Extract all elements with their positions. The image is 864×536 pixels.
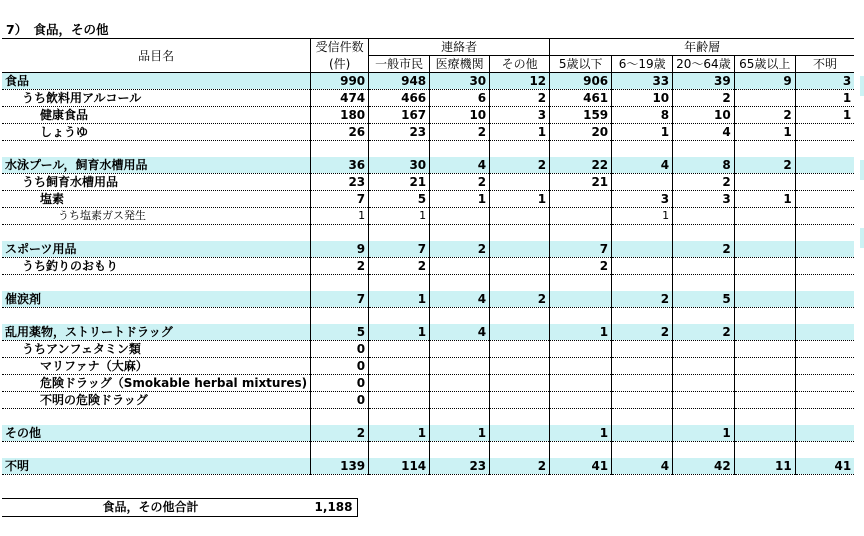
row-value: 0 [311,341,369,358]
row-value: 10 [430,107,490,124]
row-value: 22 [550,157,612,174]
table-row [2,308,854,325]
row-value: 2 [673,174,735,191]
header-age-unknown: 不明 [795,56,854,73]
header-other-reporter: その他 [490,56,550,73]
row-label: うち飼育水槽用品 [2,174,311,191]
row-label: 催涙剤 [2,291,311,308]
row-value [734,375,795,392]
table-row [2,107,854,124]
row-value: 6 [430,90,490,107]
row-value: 20 [550,124,612,141]
table-row [2,324,854,341]
row-value: 3 [612,191,673,208]
row-label: 不明 [2,458,311,475]
row-label: うち塩素ガス発生 [2,208,311,225]
row-value: 948 [369,73,430,90]
row-value: 114 [369,458,430,475]
row-value: 2 [311,425,369,442]
row-value [612,141,673,158]
row-value [734,291,795,308]
row-value [430,392,490,409]
row-value: 26 [311,124,369,141]
table-row [2,157,854,174]
row-value [311,442,369,459]
table-row [2,141,854,158]
row-value [734,442,795,459]
row-value [369,409,430,426]
table-row [2,241,854,258]
row-value: 2 [550,258,612,275]
table-row [2,341,854,358]
row-value: 7 [311,191,369,208]
row-value: 10 [612,90,673,107]
row-value: 4 [430,291,490,308]
row-value: 2 [369,258,430,275]
row-value: 2 [734,157,795,174]
row-value: 3 [490,107,550,124]
row-value [673,258,735,275]
row-label: その他 [2,425,311,442]
row-value: 0 [311,358,369,375]
row-value: 21 [369,174,430,191]
row-value: 466 [369,90,430,107]
row-value: 11 [734,458,795,475]
row-value: 30 [430,73,490,90]
row-value [673,341,735,358]
row-value: 1 [795,90,854,107]
header-general-public: 一般市民 [369,56,430,73]
row-value: 23 [430,458,490,475]
row-value: 1 [490,124,550,141]
row-value: 4 [430,157,490,174]
row-value [673,141,735,158]
row-value [490,375,550,392]
row-value [311,275,369,292]
row-value [673,208,735,225]
row-value [612,392,673,409]
row-value [550,141,612,158]
row-value: 2 [612,324,673,341]
table-row [2,291,854,308]
row-value [612,425,673,442]
row-value [490,225,550,242]
row-value [612,174,673,191]
table-row [2,275,854,292]
row-value: 5 [369,191,430,208]
row-value: 990 [311,73,369,90]
row-value: 2 [430,174,490,191]
row-value [550,191,612,208]
row-label: 健康食品 [2,107,311,124]
row-value [612,341,673,358]
row-value: 1 [369,324,430,341]
row-value: 4 [612,458,673,475]
edge-highlight [860,76,864,96]
row-value [734,258,795,275]
row-value [550,375,612,392]
row-value [734,141,795,158]
row-value: 1 [369,208,430,225]
table-row [2,392,854,409]
row-value [369,275,430,292]
row-value: 3 [673,191,735,208]
row-value [612,258,673,275]
row-value [795,409,854,426]
row-label: しょうゆ [2,124,311,141]
row-value [311,409,369,426]
row-value [490,425,550,442]
row-value [795,241,854,258]
row-label: 塩素 [2,191,311,208]
row-value [490,208,550,225]
row-value [795,324,854,341]
table-row [2,90,854,107]
row-value: 1 [734,124,795,141]
row-label [2,442,311,459]
row-value [550,208,612,225]
row-value: 474 [311,90,369,107]
row-value [369,141,430,158]
row-value [311,225,369,242]
row-value [795,208,854,225]
row-value [490,308,550,325]
row-value: 2 [673,241,735,258]
row-value [612,442,673,459]
row-value: 1 [673,425,735,442]
row-value [734,208,795,225]
row-value [795,341,854,358]
row-value [795,425,854,442]
row-value: 139 [311,458,369,475]
row-value [734,308,795,325]
row-value [369,442,430,459]
row-value: 9 [311,241,369,258]
row-value [550,392,612,409]
row-value: 3 [795,73,854,90]
row-label [2,141,311,158]
row-value [734,225,795,242]
row-label [2,409,311,426]
row-value: 23 [369,124,430,141]
header-reporter-group: 連絡者 [369,39,550,56]
row-value [673,375,735,392]
row-value: 9 [734,73,795,90]
header-medical-institution: 医療機関 [430,56,490,73]
row-value: 1 [490,191,550,208]
table-row [2,375,854,392]
row-value: 36 [311,157,369,174]
row-value: 1 [369,291,430,308]
row-value [369,308,430,325]
grand-total [2,498,358,517]
row-value [795,358,854,375]
header-item-name: 品目名 [2,39,311,73]
row-value: 39 [673,73,735,90]
row-value [550,225,612,242]
row-value: 2 [673,324,735,341]
header-age-6-19: 6～19歳 [612,56,673,73]
row-label: マリファナ（大麻） [2,358,311,375]
row-label: 水泳プール，飼育水槽用品 [2,157,311,174]
table-row [2,124,854,141]
header-received: 受信件数 [311,39,369,56]
row-value: 2 [612,291,673,308]
row-value: 2 [490,458,550,475]
row-value: 21 [550,174,612,191]
header-age-under5: 5歳以下 [550,56,612,73]
row-value [550,409,612,426]
table-row [2,409,854,426]
row-value [369,392,430,409]
row-value [430,442,490,459]
row-value [311,308,369,325]
row-value: 1 [369,425,430,442]
row-value [795,258,854,275]
row-label: うち釣りのおもり [2,258,311,275]
row-value: 2 [430,241,490,258]
row-value [311,141,369,158]
edge-highlight [860,228,864,248]
header-age-65plus: 65歳以上 [734,56,795,73]
row-value [550,308,612,325]
row-value: 1 [612,208,673,225]
row-value [430,409,490,426]
row-value [795,174,854,191]
row-value: 2 [734,107,795,124]
row-label [2,225,311,242]
row-value [795,275,854,292]
row-value: 2 [490,291,550,308]
row-value: 2 [311,258,369,275]
row-value [490,392,550,409]
row-label: うち飲料用アルコール [2,90,311,107]
row-value [369,358,430,375]
row-value [490,409,550,426]
row-value: 2 [490,157,550,174]
total-label: 食品，その他合計 [2,499,299,517]
header-age-group: 年齢層 [550,39,855,56]
table-row [2,191,854,208]
row-value [734,174,795,191]
row-value [550,442,612,459]
row-value [612,308,673,325]
row-value [612,275,673,292]
row-value: 167 [369,107,430,124]
row-label: 乱用薬物，ストリートドラッグ [2,324,311,341]
row-value [734,425,795,442]
row-value [430,308,490,325]
row-value [795,225,854,242]
row-value [612,375,673,392]
row-value: 5 [673,291,735,308]
row-label: スポーツ用品 [2,241,311,258]
row-value [734,358,795,375]
row-value [795,191,854,208]
row-value [795,392,854,409]
section-title: 7） 食品，その他 [6,22,109,37]
row-value: 1 [430,191,490,208]
row-value [673,358,735,375]
row-value [490,241,550,258]
row-value [673,275,735,292]
row-value: 7 [550,241,612,258]
row-value [550,291,612,308]
row-value: 4 [673,124,735,141]
row-value: 159 [550,107,612,124]
row-value [430,275,490,292]
row-label: 食品 [2,73,311,90]
row-value [612,409,673,426]
row-value [734,409,795,426]
row-value [734,275,795,292]
row-value [490,258,550,275]
row-value: 7 [369,241,430,258]
total-value: 1,188 [299,499,357,517]
row-value: 23 [311,174,369,191]
row-value: 1 [612,124,673,141]
row-value [369,225,430,242]
row-value: 2 [430,124,490,141]
row-label: 不明の危険ドラッグ [2,392,311,409]
row-value: 8 [612,107,673,124]
row-value: 1 [550,425,612,442]
row-value [734,324,795,341]
row-value: 1 [795,107,854,124]
row-value: 5 [311,324,369,341]
row-value [673,409,735,426]
row-value [430,258,490,275]
table-row [2,458,854,475]
row-value: 2 [673,90,735,107]
row-value: 1 [430,425,490,442]
row-value [490,442,550,459]
row-value [795,291,854,308]
row-value [795,308,854,325]
row-value: 1 [311,208,369,225]
row-value: 8 [673,157,735,174]
row-value: 33 [612,73,673,90]
row-value: 4 [612,157,673,174]
row-value [430,358,490,375]
row-value [430,375,490,392]
edge-highlight [860,160,864,180]
row-value: 906 [550,73,612,90]
row-value: 12 [490,73,550,90]
row-value [673,442,735,459]
row-value: 0 [311,375,369,392]
table-row [2,73,854,90]
row-value [369,341,430,358]
table-row [2,225,854,242]
table-row [2,208,854,225]
table-row [2,425,854,442]
row-value [430,225,490,242]
row-value [490,341,550,358]
row-value [369,375,430,392]
row-value: 7 [311,291,369,308]
row-value [612,358,673,375]
row-value [612,225,673,242]
row-value: 30 [369,157,430,174]
table-row [2,442,854,459]
row-value: 4 [430,324,490,341]
row-value: 41 [795,458,854,475]
row-label: 危険ドラッグ（Smokable herbal mixtures) [2,375,311,392]
statistics-table [2,38,854,475]
header-age-20-64: 20～64歳 [673,56,735,73]
row-label [2,275,311,292]
row-value [734,90,795,107]
row-value [430,141,490,158]
row-value: 1 [550,324,612,341]
row-value [490,275,550,292]
row-value [550,275,612,292]
row-value: 180 [311,107,369,124]
row-value: 0 [311,392,369,409]
row-value [490,358,550,375]
row-value [734,241,795,258]
row-value: 1 [734,191,795,208]
row-value [550,358,612,375]
row-label [2,308,311,325]
row-value: 42 [673,458,735,475]
row-value [795,141,854,158]
row-value: 2 [490,90,550,107]
table-row [2,258,854,275]
header-received-unit: (件) [311,56,369,73]
table-row [2,358,854,375]
row-value [550,341,612,358]
row-value [612,241,673,258]
row-value: 41 [550,458,612,475]
row-value: 10 [673,107,735,124]
row-value [795,124,854,141]
row-value [673,308,735,325]
row-value [673,392,735,409]
row-label: うちアンフェタミン類 [2,341,311,358]
table-row [2,174,854,191]
row-value [734,392,795,409]
row-value [490,174,550,191]
row-value: 461 [550,90,612,107]
row-value [734,341,795,358]
row-value [490,141,550,158]
row-value [673,225,735,242]
row-value [795,157,854,174]
row-value [795,442,854,459]
row-value [430,208,490,225]
row-value [795,375,854,392]
row-value [490,324,550,341]
row-value [430,341,490,358]
